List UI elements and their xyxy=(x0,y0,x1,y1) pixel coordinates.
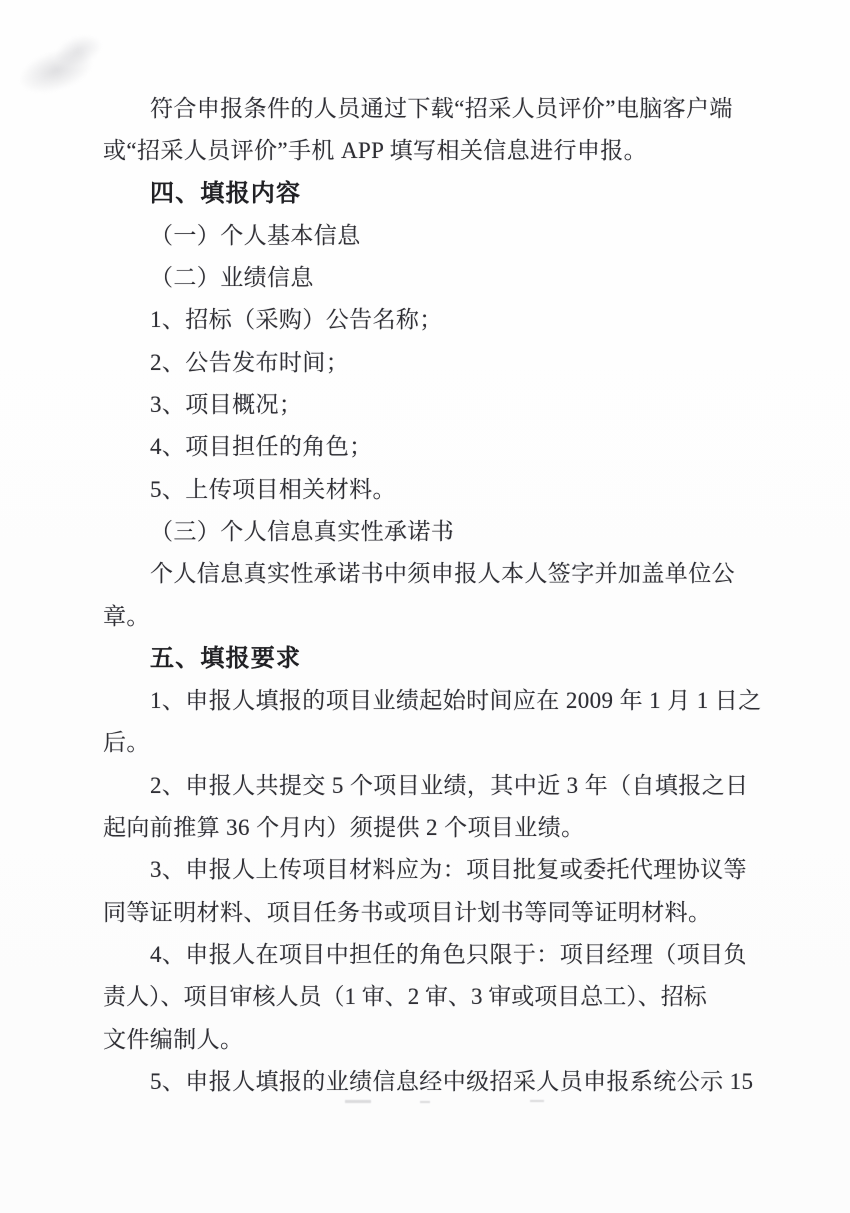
list-item: （一）个人基本信息 xyxy=(150,222,361,248)
list-item: 3、项目概况； xyxy=(150,392,303,418)
paragraph-line: 1、申报人填报的项目业绩起始时间应在 2009 年 1 月 1 日之 xyxy=(150,688,762,714)
paragraph-line: 个人信息真实性承诺书中须申报人本人签字并加盖单位公 xyxy=(150,561,735,587)
paragraph-line: 2、申报人共提交 5 个项目业绩，其中近 3 年（自填报之日 xyxy=(150,772,749,798)
list-item: （二）业绩信息 xyxy=(150,265,314,291)
paragraph-line: 或“招采人员评价”手机 APP 填写相关信息进行申报。 xyxy=(103,138,648,164)
paragraph-line: 起向前推算 36 个月内）须提供 2 个项目业绩。 xyxy=(103,815,585,841)
paragraph-line: 责人）、项目审核人员（1 审、2 审、3 审或项目总工）、招标 xyxy=(103,984,707,1010)
list-item: 1、招标（采购）公告名称； xyxy=(150,307,443,333)
paragraph-line: 后。 xyxy=(103,730,150,756)
paragraph-line: 章。 xyxy=(103,603,150,629)
section-heading-4: 四、填报内容 xyxy=(150,179,302,207)
list-item: 5、上传项目相关材料。 xyxy=(150,476,396,502)
paragraph-line: 5、申报人填报的业绩信息经中级招采人员申报系统公示 15 xyxy=(150,1068,754,1094)
paragraph-line: 3、申报人上传项目材料应为：项目批复或委托代理协议等 xyxy=(150,857,747,883)
paragraph-line: 文件编制人。 xyxy=(103,1026,244,1052)
paragraph-line: 符合申报条件的人员通过下载“招采人员评价”电脑客户端 xyxy=(150,96,733,121)
list-item: （三）个人信息真实性承诺书 xyxy=(150,518,455,544)
list-item: 2、公告发布时间； xyxy=(150,349,350,375)
paragraph-line: 4、申报人在项目中担任的角色只限于：项目经理（项目负 xyxy=(150,941,747,967)
section-heading-5: 五、填报要求 xyxy=(150,644,302,672)
paragraph-line: 同等证明材料、项目任务书或项目计划书等同等证明材料。 xyxy=(103,899,712,925)
list-item: 4、项目担任的角色； xyxy=(150,434,373,460)
